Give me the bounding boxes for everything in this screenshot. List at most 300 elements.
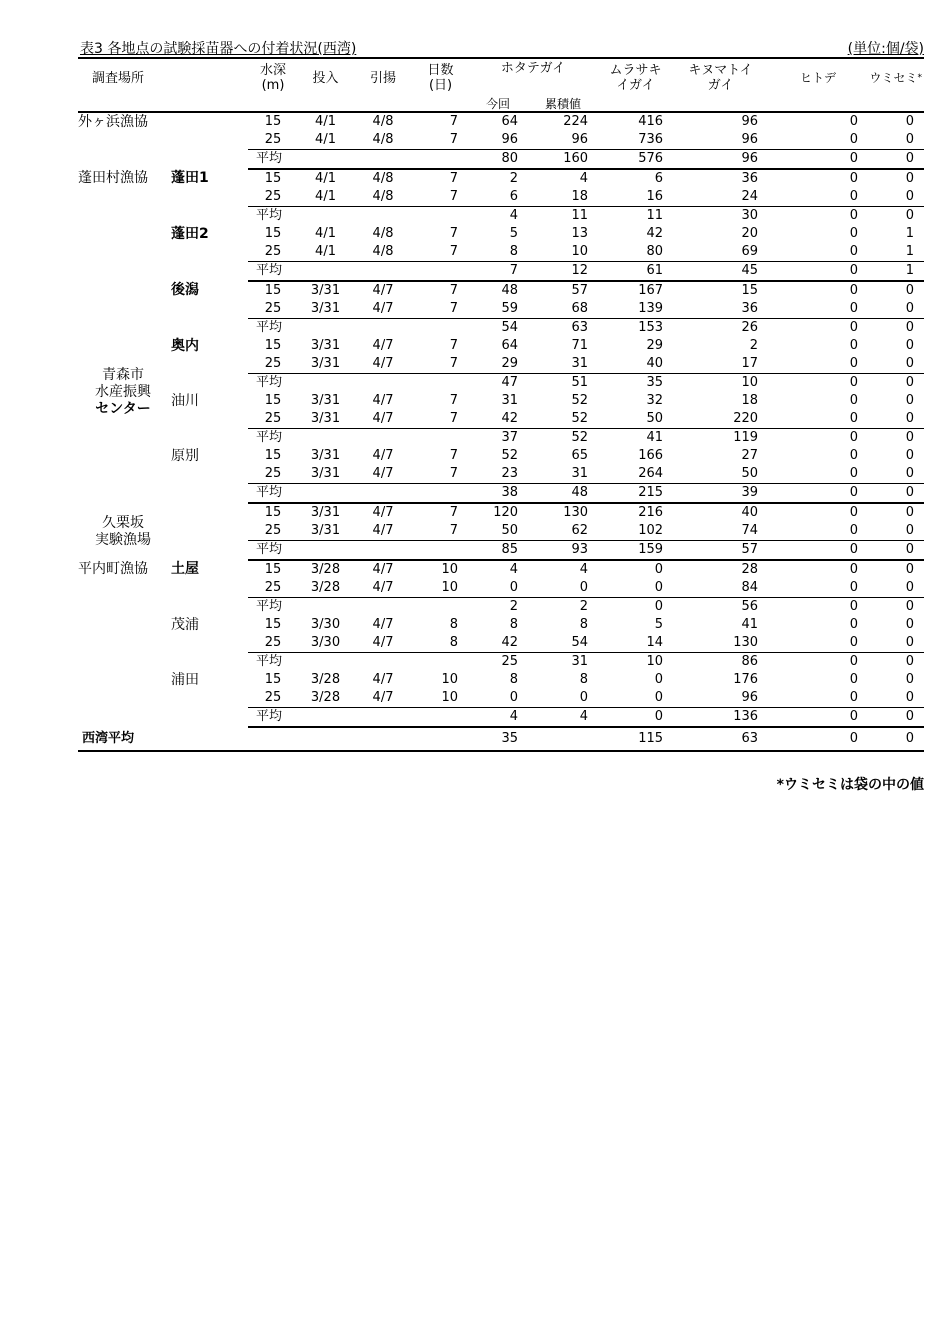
org-name: 平内町漁協 [78, 561, 148, 577]
footnote: *ウミセミは袋の中の値 [776, 777, 924, 793]
table-cell: 69 [741, 244, 759, 259]
header-row [78, 58, 924, 97]
table-cell: 2 [528, 598, 598, 617]
table-cell [413, 374, 468, 393]
table-cell: 0 [905, 466, 915, 481]
table-cell: 0 [905, 114, 915, 129]
table-cell: 0 [905, 393, 915, 408]
table-cell: 38 [468, 484, 528, 504]
table-cell: 4/1 [315, 244, 336, 259]
table-cell [298, 207, 353, 226]
table-cell: 4/7 [372, 690, 394, 705]
table-cell: 4/1 [315, 132, 336, 147]
header-retrieve: 引揚 [353, 58, 413, 97]
table-cell: 220 [733, 411, 759, 426]
table-cell [298, 598, 353, 617]
table-cell: 0 [905, 171, 915, 186]
table-cell: 4/7 [372, 338, 394, 353]
table-cell: 51 [528, 374, 598, 393]
table-cell: 7 [468, 262, 528, 282]
table-cell: 160 [528, 150, 598, 170]
table-cell: 4/7 [372, 301, 394, 316]
table-cell: 10 [571, 244, 589, 259]
table-cell: 25 [264, 132, 282, 147]
table-cell: 0 [905, 562, 915, 577]
table-cell: 25 [264, 580, 282, 595]
table-cell: 0 [849, 690, 859, 705]
table-cell: 59 [501, 301, 519, 316]
table-cell: 0 [849, 189, 859, 204]
table-cell: 7 [449, 244, 459, 259]
table-cell: 8 [579, 617, 589, 632]
table-cell: 3/28 [310, 580, 341, 595]
table-cell: 0 [768, 150, 868, 170]
table-cell: 0 [849, 505, 859, 520]
table-cell: 0 [905, 132, 915, 147]
table-cell: 7 [449, 356, 459, 371]
table-cell: 35 [468, 727, 528, 751]
sub-location: 奥内 [171, 338, 199, 354]
table-cell: 30 [673, 207, 768, 226]
table-cell: 3/31 [310, 283, 341, 298]
sub-location: 原別 [171, 448, 199, 464]
table-cell: 18 [741, 393, 759, 408]
table-row [78, 447, 924, 465]
table-cell: 6 [654, 171, 664, 186]
table-cell: 10 [441, 690, 459, 705]
table-cell: 4/7 [372, 580, 394, 595]
table-cell [298, 262, 353, 282]
table-cell: 41 [741, 617, 759, 632]
table-cell [353, 262, 413, 282]
table-cell: 96 [673, 150, 768, 170]
table-cell: 576 [598, 150, 673, 170]
table-cell: 85 [468, 541, 528, 561]
table-cell: 25 [264, 523, 282, 538]
header-kinu [673, 58, 768, 97]
table-cell: 57 [571, 283, 589, 298]
table-cell [298, 429, 353, 448]
data-table [78, 57, 924, 752]
table-cell: 0 [849, 356, 859, 371]
table-cell: 0 [868, 429, 924, 448]
table-cell: 25 [264, 301, 282, 316]
table-cell [413, 653, 468, 672]
header-days-label: 日数 [427, 63, 454, 78]
table-cell [353, 541, 413, 561]
table-cell: 31 [528, 653, 598, 672]
table-cell: 0 [849, 338, 859, 353]
table-cell: 0 [849, 562, 859, 577]
table-cell: 15 [264, 283, 282, 298]
table-cell: 2 [749, 338, 759, 353]
average-label: 平均 [248, 262, 298, 282]
table-cell: 130 [733, 635, 759, 650]
subheader-row [78, 97, 924, 112]
table-cell: 10 [441, 562, 459, 577]
table-row [78, 616, 924, 634]
table-cell: 4/7 [372, 635, 394, 650]
table-cell: 0 [654, 562, 664, 577]
table-cell: 7 [449, 448, 459, 463]
table-cell: 4 [579, 171, 589, 186]
table-cell [413, 429, 468, 448]
table-cell: 18 [571, 189, 589, 204]
header-scallop-cum: 累積値 [528, 97, 598, 112]
table-cell: 10 [441, 672, 459, 687]
table-cell: 4/8 [372, 171, 394, 186]
table-cell: 3/28 [310, 562, 341, 577]
table-cell [298, 708, 353, 728]
table-cell: 0 [868, 150, 924, 170]
table-cell: 0 [905, 523, 915, 538]
table-cell: 52 [501, 448, 519, 463]
table-cell: 416 [638, 114, 664, 129]
table-cell: 0 [868, 374, 924, 393]
table-cell: 7 [449, 466, 459, 481]
table-cell: 0 [849, 635, 859, 650]
table-cell: 96 [741, 114, 759, 129]
average-label: 平均 [248, 484, 298, 504]
table-cell: 3/31 [310, 411, 341, 426]
average-label: 平均 [248, 541, 298, 561]
table-cell: 7 [449, 171, 459, 186]
table-cell [298, 319, 353, 338]
table-cell: 15 [264, 393, 282, 408]
table-cell: 61 [598, 262, 673, 282]
table-cell: 4/8 [372, 132, 394, 147]
table-cell: 36 [741, 171, 759, 186]
table-row [78, 503, 924, 522]
org-name-line: センター [95, 400, 151, 417]
table-cell [298, 484, 353, 504]
org-name-line: 久栗坂 [102, 514, 144, 531]
table-cell: 0 [768, 429, 868, 448]
table-cell: 0 [868, 484, 924, 504]
sub-location: 蓬田2 [171, 226, 209, 242]
table-cell [413, 708, 468, 728]
table-row [78, 671, 924, 689]
table-cell: 29 [646, 338, 664, 353]
org-name: 蓬田村漁協 [78, 170, 148, 186]
table-cell: 0 [654, 690, 664, 705]
table-cell: 63 [673, 727, 768, 751]
table-cell: 24 [741, 189, 759, 204]
table-cell: 4 [468, 207, 528, 226]
table-cell: 3/31 [310, 301, 341, 316]
table-cell: 3/31 [310, 338, 341, 353]
table-cell: 224 [563, 114, 589, 129]
table-cell: 48 [528, 484, 598, 504]
sub-location: 油川 [171, 393, 199, 409]
table-cell [413, 207, 468, 226]
table-cell: 4/7 [372, 393, 394, 408]
table-cell: 4/1 [315, 189, 336, 204]
table-cell: 4/7 [372, 356, 394, 371]
table-cell: 3/28 [310, 690, 341, 705]
table-cell: 0 [905, 690, 915, 705]
table-row [78, 392, 924, 410]
table-cell: 216 [638, 505, 664, 520]
table-cell: 7 [449, 393, 459, 408]
table-cell: 120 [493, 505, 519, 520]
table-cell: 0 [849, 393, 859, 408]
table-cell: 23 [501, 466, 519, 481]
table-cell: 0 [849, 226, 859, 241]
table-cell: 6 [509, 189, 519, 204]
table-row [78, 337, 924, 355]
table-cell: 96 [571, 132, 589, 147]
table-cell: 3/31 [310, 448, 341, 463]
header-days-unit: (日) [428, 78, 453, 93]
table-cell: 3/31 [310, 505, 341, 520]
table-cell: 5 [509, 226, 519, 241]
header-depth-unit: (m) [261, 78, 285, 93]
table-cell: 167 [638, 283, 664, 298]
table-cell: 7 [449, 523, 459, 538]
table-cell: 115 [598, 727, 673, 751]
table-row [78, 112, 924, 131]
table-cell: 42 [646, 226, 664, 241]
header-days [413, 58, 468, 97]
table-cell: 119 [673, 429, 768, 448]
table-cell: 102 [638, 523, 664, 538]
table-cell: 159 [598, 541, 673, 561]
sub-location: 茂浦 [171, 617, 199, 633]
table-cell: 25 [468, 653, 528, 672]
table-cell [413, 150, 468, 170]
table-cell [298, 541, 353, 561]
table-cell: 0 [849, 301, 859, 316]
table-cell: 4/8 [372, 114, 394, 129]
table-cell: 0 [905, 505, 915, 520]
table-cell: 166 [638, 448, 664, 463]
table-cell: 62 [571, 523, 589, 538]
table-cell: 8 [509, 672, 519, 687]
table-cell: 80 [468, 150, 528, 170]
table-cell: 25 [264, 356, 282, 371]
table-cell: 25 [264, 244, 282, 259]
table-cell: 3/28 [310, 672, 341, 687]
table-cell: 40 [646, 356, 664, 371]
table-cell: 3/31 [310, 523, 341, 538]
table-cell [298, 374, 353, 393]
table-cell: 4/7 [372, 466, 394, 481]
table-cell: 4 [579, 562, 589, 577]
table-cell: 0 [868, 708, 924, 728]
table-cell: 0 [849, 171, 859, 186]
table-cell: 136 [673, 708, 768, 728]
table-cell: 0 [905, 338, 915, 353]
table-cell: 16 [646, 189, 664, 204]
table-cell: 0 [849, 580, 859, 595]
table-cell: 4/7 [372, 283, 394, 298]
header-depth-label: 水深 [260, 63, 287, 78]
table-cell: 3/30 [310, 617, 341, 632]
header-mussel-2: イガイ [616, 78, 655, 93]
header-starfish: ヒトデ [768, 58, 868, 97]
table-cell: 65 [571, 448, 589, 463]
table-cell: 93 [528, 541, 598, 561]
table-cell: 47 [468, 374, 528, 393]
average-label: 平均 [248, 207, 298, 226]
org-cell [78, 281, 168, 503]
table-cell: 4/7 [372, 562, 394, 577]
table-cell: 0 [768, 207, 868, 226]
table-cell: 86 [673, 653, 768, 672]
table-cell [353, 150, 413, 170]
table-cell: 15 [264, 617, 282, 632]
sub-location [168, 503, 248, 560]
table-cell [413, 541, 468, 561]
header-kinu-1: キヌマトイ [688, 63, 753, 78]
table-cell: 8 [579, 672, 589, 687]
table-cell: 96 [741, 132, 759, 147]
table-cell: 68 [571, 301, 589, 316]
table-cell: 139 [638, 301, 664, 316]
table-cell: 29 [501, 356, 519, 371]
table-cell: 15 [264, 448, 282, 463]
table-cell: 4/1 [315, 171, 336, 186]
table-cell: 15 [264, 672, 282, 687]
table-cell [353, 484, 413, 504]
table-cell: 11 [528, 207, 598, 226]
table-cell: 0 [768, 541, 868, 561]
total-row [78, 727, 924, 751]
table-cell: 0 [849, 523, 859, 538]
table-cell: 0 [905, 672, 915, 687]
table-cell: 15 [264, 114, 282, 129]
table-cell: 0 [509, 580, 519, 595]
table-cell: 0 [905, 617, 915, 632]
table-cell: 32 [646, 393, 664, 408]
average-label: 平均 [248, 374, 298, 393]
average-label: 平均 [248, 653, 298, 672]
table-cell: 7 [449, 505, 459, 520]
table-cell: 0 [868, 207, 924, 226]
table-cell: 0 [654, 580, 664, 595]
table-cell: 54 [468, 319, 528, 338]
table-cell: 10 [598, 653, 673, 672]
table-cell: 56 [673, 598, 768, 617]
org-name-line: 青森市 [102, 366, 144, 383]
table-cell: 15 [264, 171, 282, 186]
table-cell: 64 [501, 338, 519, 353]
header-umisemi-mark: * [917, 72, 923, 83]
table-cell: 0 [849, 466, 859, 481]
table-cell: 5 [654, 617, 664, 632]
header-location: 調査場所 [78, 58, 248, 97]
table-cell: 4/7 [372, 523, 394, 538]
table-cell: 7 [449, 301, 459, 316]
table-cell: 28 [741, 562, 759, 577]
table-cell: 54 [571, 635, 589, 650]
table-cell: 1 [868, 262, 924, 282]
table-cell [353, 319, 413, 338]
table-cell: 25 [264, 690, 282, 705]
table-cell: 15 [264, 226, 282, 241]
table-cell: 0 [849, 283, 859, 298]
table-cell [353, 429, 413, 448]
table-cell: 13 [571, 226, 589, 241]
table-cell: 96 [741, 690, 759, 705]
table-row [78, 225, 924, 243]
table-cell: 4/8 [372, 226, 394, 241]
table-cell: 7 [449, 338, 459, 353]
table-cell: 50 [646, 411, 664, 426]
table-cell: 0 [849, 244, 859, 259]
table-cell: 4/1 [315, 226, 336, 241]
table-cell: 26 [673, 319, 768, 338]
table-cell: 31 [571, 356, 589, 371]
table-cell: 0 [905, 448, 915, 463]
header-scallop-now: 今回 [468, 97, 528, 112]
table-cell: 1 [905, 226, 915, 241]
table-cell: 57 [673, 541, 768, 561]
table-cell: 4/7 [372, 505, 394, 520]
table-cell: 0 [868, 541, 924, 561]
table-cell [413, 319, 468, 338]
table-cell [528, 727, 598, 751]
table-cell [353, 374, 413, 393]
table-cell: 0 [905, 411, 915, 426]
table-cell: 15 [264, 562, 282, 577]
table-cell: 7 [449, 132, 459, 147]
table-cell: 0 [579, 580, 589, 595]
table-cell: 0 [509, 690, 519, 705]
table-cell [413, 262, 468, 282]
table-cell: 0 [768, 484, 868, 504]
table-cell: 74 [741, 523, 759, 538]
org-name: 外ヶ浜漁協 [78, 114, 148, 130]
total-label: 西湾平均 [78, 727, 248, 751]
sub-location [168, 112, 248, 169]
table-cell: 96 [501, 132, 519, 147]
table-cell: 2 [509, 171, 519, 186]
table-cell [353, 207, 413, 226]
table-cell: 42 [501, 411, 519, 426]
table-cell: 52 [571, 411, 589, 426]
table-cell: 11 [598, 207, 673, 226]
table-cell: 20 [741, 226, 759, 241]
table-cell: 2 [468, 598, 528, 617]
average-label: 平均 [248, 598, 298, 617]
table-cell: 31 [501, 393, 519, 408]
table-cell: 4 [468, 708, 528, 728]
table-cell [353, 708, 413, 728]
table-cell: 84 [741, 580, 759, 595]
table-cell: 7 [449, 283, 459, 298]
table-cell: 4 [509, 562, 519, 577]
table-wrapper [78, 57, 924, 752]
table-cell: 0 [849, 672, 859, 687]
table-cell: 42 [501, 635, 519, 650]
table-cell: 153 [598, 319, 673, 338]
table-cell: 8 [509, 244, 519, 259]
table-cell: 0 [868, 319, 924, 338]
table-cell: 0 [654, 672, 664, 687]
table-cell: 7 [449, 189, 459, 204]
table-cell: 4/7 [372, 411, 394, 426]
table-body [78, 112, 924, 751]
table-cell: 4/7 [372, 617, 394, 632]
table-cell: 0 [849, 617, 859, 632]
table-cell: 0 [768, 727, 868, 751]
table-cell: 0 [768, 598, 868, 617]
table-cell: 15 [741, 283, 759, 298]
average-label: 平均 [248, 708, 298, 728]
table-cell [413, 598, 468, 617]
